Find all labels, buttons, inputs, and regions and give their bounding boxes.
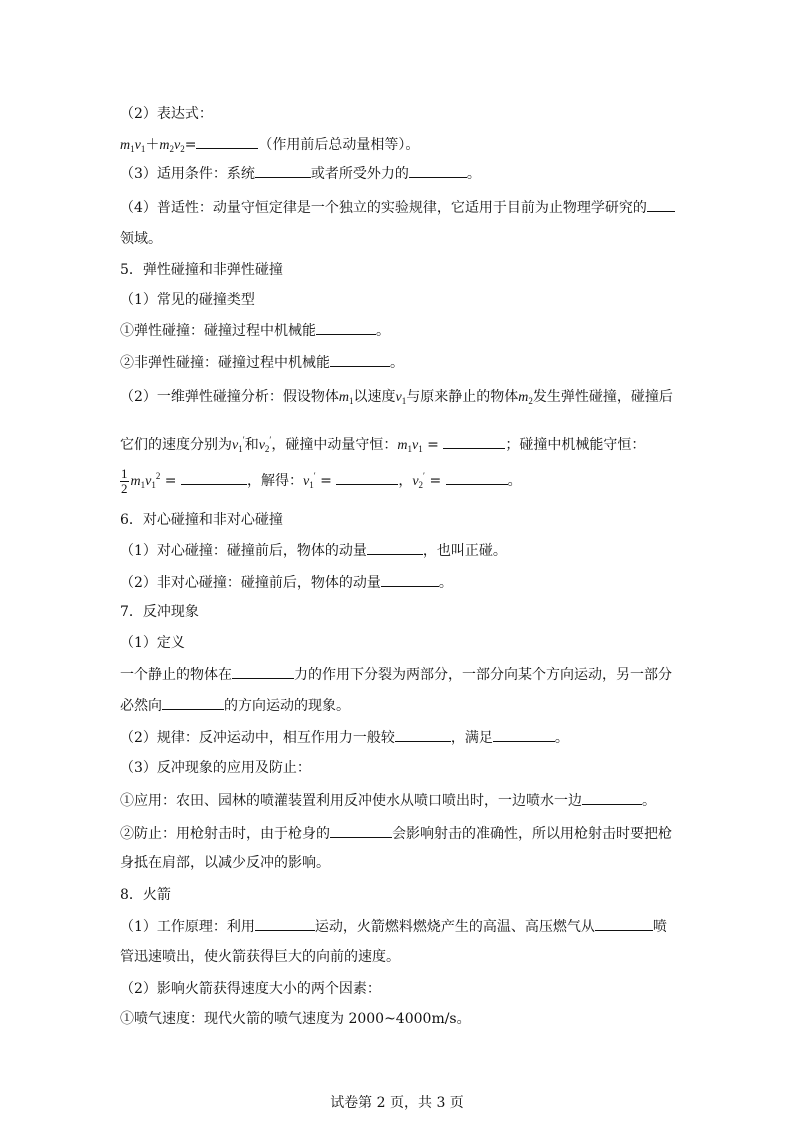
applicable-conditions-line: （3）适用条件：系统 或者所受外力的 。 bbox=[120, 163, 481, 184]
rocket-principle-line-continued: 管迅速喷出，使火箭获得巨大的向前的速度。 bbox=[120, 949, 400, 965]
elastic-analysis-line: （2）一维弹性碰撞分析：假设物体$m_1$以速度$v_1$与原来静止的物体$m_2$发生弹性碰撞，碰撞后 bbox=[120, 389, 673, 406]
answer-blank[interactable] bbox=[232, 664, 294, 679]
answer-blank[interactable] bbox=[582, 790, 642, 805]
answer-blank[interactable] bbox=[330, 823, 392, 838]
answer-blank[interactable] bbox=[493, 727, 555, 742]
collision-types-heading: （1）常见的碰撞类型 bbox=[120, 292, 255, 308]
elastic-collision-line: ①弹性碰撞：碰撞过程中机械能 。 bbox=[120, 320, 390, 341]
central-collision-line: （1）对心碰撞：碰撞前后，物体的动量 ，也叫正碰。 bbox=[120, 540, 507, 561]
answer-blank[interactable] bbox=[409, 163, 467, 178]
answer-blank[interactable] bbox=[443, 434, 505, 449]
answer-blank[interactable] bbox=[367, 540, 423, 555]
non-central-collision-line: （2）非对心碰撞：碰撞前后，物体的动量 。 bbox=[120, 572, 453, 593]
answer-blank[interactable] bbox=[181, 470, 247, 485]
answer-blank[interactable] bbox=[255, 916, 315, 931]
section-7-heading: 7．反冲现象 bbox=[120, 604, 199, 620]
momentum-expression-line: $m_1v_1+m_2v_2=$ （作用前后总动量相等）。 bbox=[120, 134, 419, 159]
answer-blank[interactable] bbox=[316, 320, 376, 335]
universality-line: （4）普适性：动量守恒定律是一个独立的实验规律，它适用于目前为止物理学研究的 bbox=[120, 197, 675, 218]
energy-conservation-line: $\frac{1}{2}$ $m_1v_1^2$ = ，解得：$v_1'$ = ，$v_2'$ = 。 bbox=[121, 465, 522, 496]
one-half-fraction: $\frac{1}{2}$ bbox=[121, 465, 128, 496]
page-footer: 试卷第 2 页，共 3 页 bbox=[330, 1095, 464, 1111]
inelastic-collision-line: ②非弹性碰撞：碰撞过程中机械能 。 bbox=[120, 352, 404, 373]
answer-blank[interactable] bbox=[330, 352, 390, 367]
recoil-applications-heading: （3）反冲现象的应用及防止： bbox=[120, 760, 311, 776]
section-5-heading: 5．弹性碰撞和非弹性碰撞 bbox=[120, 262, 283, 278]
recoil-prevention-line-continued: 身抵在肩部，以减少反冲的影响。 bbox=[120, 855, 330, 871]
elastic-analysis-line-continued: 它们的速度分别为$v_1'$和$v_2'$，碰撞中动量守恒：$m_1v_1$ = ；碰撞中机械能守恒： bbox=[120, 435, 646, 454]
section-6-heading: 6．对心碰撞和非对心碰撞 bbox=[120, 512, 283, 528]
answer-blank[interactable] bbox=[196, 134, 258, 149]
definition-heading: （1）定义 bbox=[120, 635, 185, 651]
answer-blank[interactable] bbox=[381, 572, 439, 587]
rocket-factors-heading: （2）影响火箭获得速度大小的两个因素： bbox=[120, 981, 381, 997]
exhaust-velocity-line: ①喷气速度：现代火箭的喷气速度为 2000~4000m/s。 bbox=[120, 1011, 471, 1027]
rocket-principle-line: （1）工作原理：利用 运动，火箭燃料燃烧产生的高温、高压燃气从 喷 bbox=[120, 916, 667, 937]
recoil-rule-line: （2）规律：反冲运动中，相互作用力一般较 ，满足 。 bbox=[120, 727, 569, 748]
answer-blank[interactable] bbox=[395, 727, 451, 742]
answer-blank[interactable] bbox=[255, 163, 311, 178]
recoil-prevention-line: ②防止：用枪射击时，由于枪身的 会影响射击的准确性，所以用枪射击时要把枪 bbox=[120, 823, 672, 844]
section-expression-heading: （2）表达式： bbox=[120, 106, 213, 122]
recoil-definition-line-continued: 必然向 的方向运动的现象。 bbox=[120, 695, 350, 716]
recoil-definition-line: 一个静止的物体在 力的作用下分裂为两部分，一部分向某个方向运动，另一部分 bbox=[120, 664, 672, 685]
answer-blank[interactable] bbox=[446, 470, 508, 485]
section-8-heading: 8．火箭 bbox=[120, 887, 171, 903]
universality-line-continued: 领域。 bbox=[120, 231, 162, 247]
answer-blank[interactable] bbox=[162, 695, 224, 710]
answer-blank[interactable] bbox=[336, 470, 398, 485]
answer-blank[interactable] bbox=[595, 916, 653, 931]
answer-blank[interactable] bbox=[647, 197, 675, 212]
recoil-application-line: ①应用：农田、园林的喷灌装置利用反冲使水从喷口喷出时，一边喷水一边 。 bbox=[120, 790, 656, 811]
